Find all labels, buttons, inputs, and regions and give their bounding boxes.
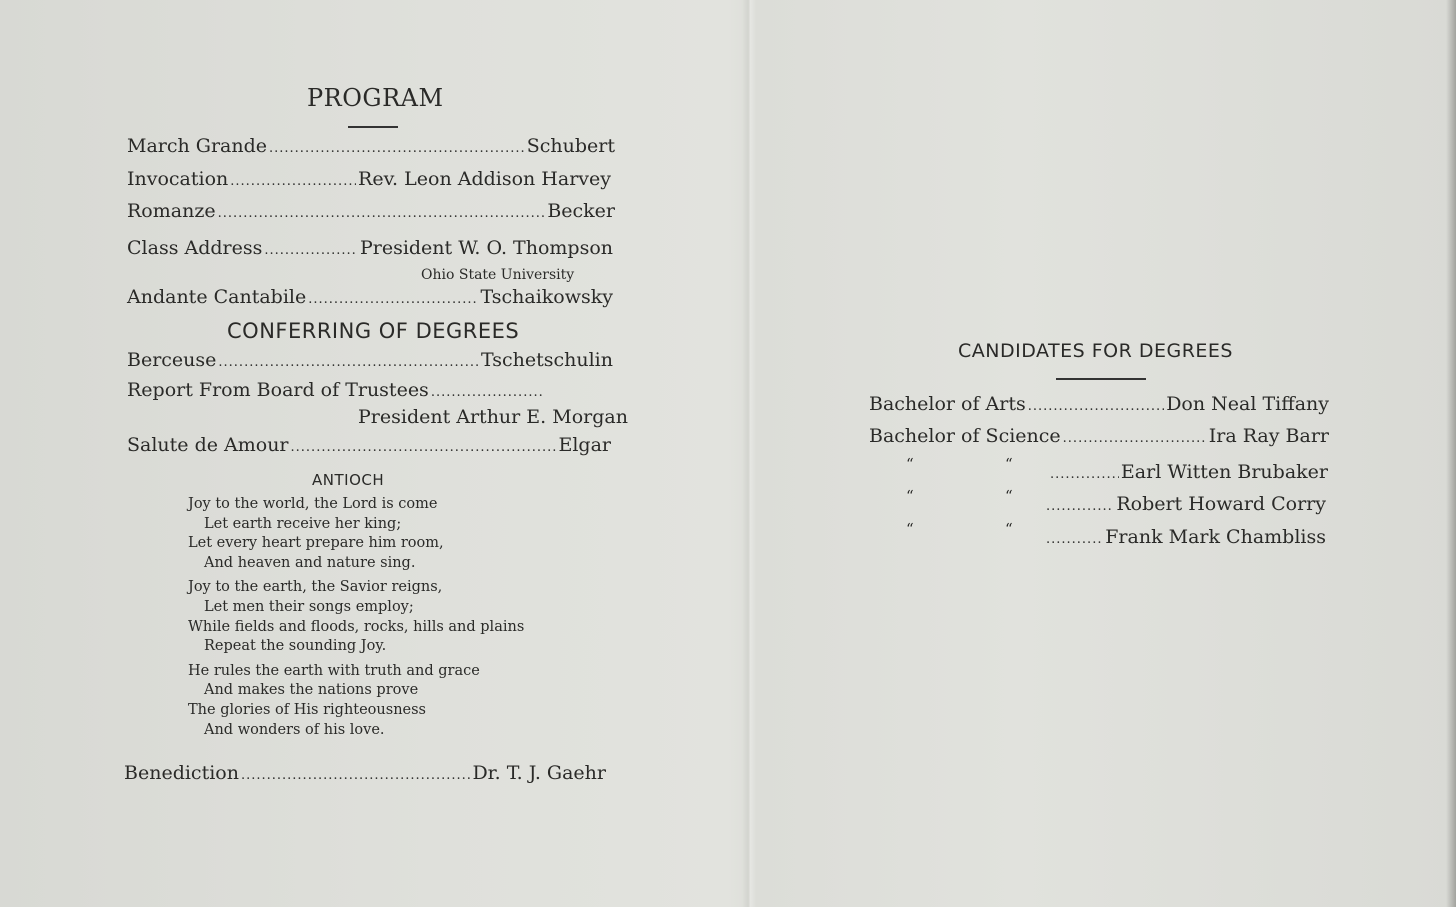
program-item-andante [127,286,613,308]
hymn-line: And heaven and nature sing. [204,554,416,571]
candidate-row [1044,493,1326,515]
candidate-name: Don Neal Tiffany [1166,393,1329,415]
dot-leader [1063,431,1207,446]
program-item-performer: Elgar [558,434,611,456]
program-item-performer: Tschaikowsky [480,286,613,308]
candidates-title: CANDIDATES FOR DEGREES [958,340,1233,362]
program-item-performer: Becker [547,200,615,222]
hymn-line: While fields and floods, rocks, hills and plains [188,618,525,635]
hymn-lyrics [188,495,524,740]
ditto-mark: “ [1005,455,1013,473]
program-item-benediction [124,762,606,784]
hymn-verse-3 [188,662,524,740]
program-item-label: Berceuse [127,349,217,371]
sheet-edge-shadow [1446,0,1456,907]
ditto-mark: “ [1005,520,1013,538]
program-item-performer: President W. O. Thompson [359,237,613,259]
program-item-class-address [127,237,613,259]
program-item-performer: Tschetschulin [480,349,613,371]
program-item-label: Invocation [127,168,229,190]
candidates-title-rule [1056,378,1146,380]
dot-leader [291,440,557,455]
candidate-name: Earl Witten Brubaker [1120,461,1328,483]
ditto-mark: “ [906,487,914,505]
hymn-line: And makes the nations prove [204,682,419,699]
hymn-verse-2 [188,578,524,656]
program-title-rule [348,126,398,128]
hymn-line: He rules the earth with truth and grace [188,662,480,679]
program-item-label: Class Address [127,237,263,259]
dot-leader [1028,399,1164,414]
program-item-label: Report From Board of Trustees [127,379,429,401]
program-item-romanze [127,200,615,222]
degree-label: Bachelor of Arts [869,393,1026,415]
candidate-name: Ira Ray Barr [1208,425,1329,447]
candidate-name: Frank Mark Chambliss [1105,526,1326,548]
program-item-performer: Rev. Leon Addison Harvey [358,168,611,190]
program-item-invocation [127,168,611,190]
program-item-salute [127,434,611,456]
dot-leader [269,141,525,156]
hymn-title: ANTIOCH [312,471,385,489]
program-item-performer: Dr. T. J. Gaehr [472,762,606,784]
dot-leader [1046,499,1114,514]
hymn-line: Let every heart prepare him room, [188,535,444,552]
candidate-name: Robert Howard Corry [1116,493,1326,515]
program-item-march-grande [127,135,615,157]
dot-leader [230,174,356,189]
dot-leader [264,243,358,258]
program-item-berceuse [127,349,613,371]
program-item-label: Benediction [124,762,239,784]
program-item-label: Romanze [127,200,216,222]
conferring-heading: CONFERRING OF DEGREES [227,319,520,343]
ditto-mark: “ [906,455,914,473]
ditto-mark: “ [1005,487,1013,505]
program-item-performer: Schubert [526,135,615,157]
program-title: PROGRAM [307,84,444,112]
program-item-label: Andante Cantabile [127,286,307,308]
class-address-note: Ohio State University [421,267,575,283]
hymn-line: The glories of His righteousness [188,701,426,718]
degree-label: Bachelor of Science [869,425,1061,447]
hymn-line: Joy to the world, the Lord is come [188,496,438,512]
program-item-label: March Grande [127,135,268,157]
dot-leader [218,206,546,221]
hymn-line: Let earth receive her king; [204,515,402,532]
report-speaker: President Arthur E. Morgan [358,406,628,428]
degree-row-arts [869,393,1329,415]
dot-leader [308,292,478,307]
hymn-verse-1 [188,495,524,573]
dot-leader [1050,467,1119,482]
hymn-line: And wonders of his love. [204,721,385,738]
candidate-row [1044,526,1326,548]
dot-leader [1046,532,1103,547]
hymn-line: Joy to the earth, the Savior reigns, [188,579,443,596]
program-item-report [127,379,547,401]
hymn-line: Repeat the sounding Joy. [204,638,387,655]
hymn-line: Let men their songs employ; [204,598,414,615]
program-item-label: Salute de Amour [127,434,289,456]
ditto-mark: “ [906,520,914,538]
dot-leader [218,355,479,370]
dot-leader [241,768,470,783]
candidate-row [1048,461,1328,483]
degree-row-science [869,425,1329,447]
dot-leader [431,385,545,400]
center-fold [742,0,756,907]
